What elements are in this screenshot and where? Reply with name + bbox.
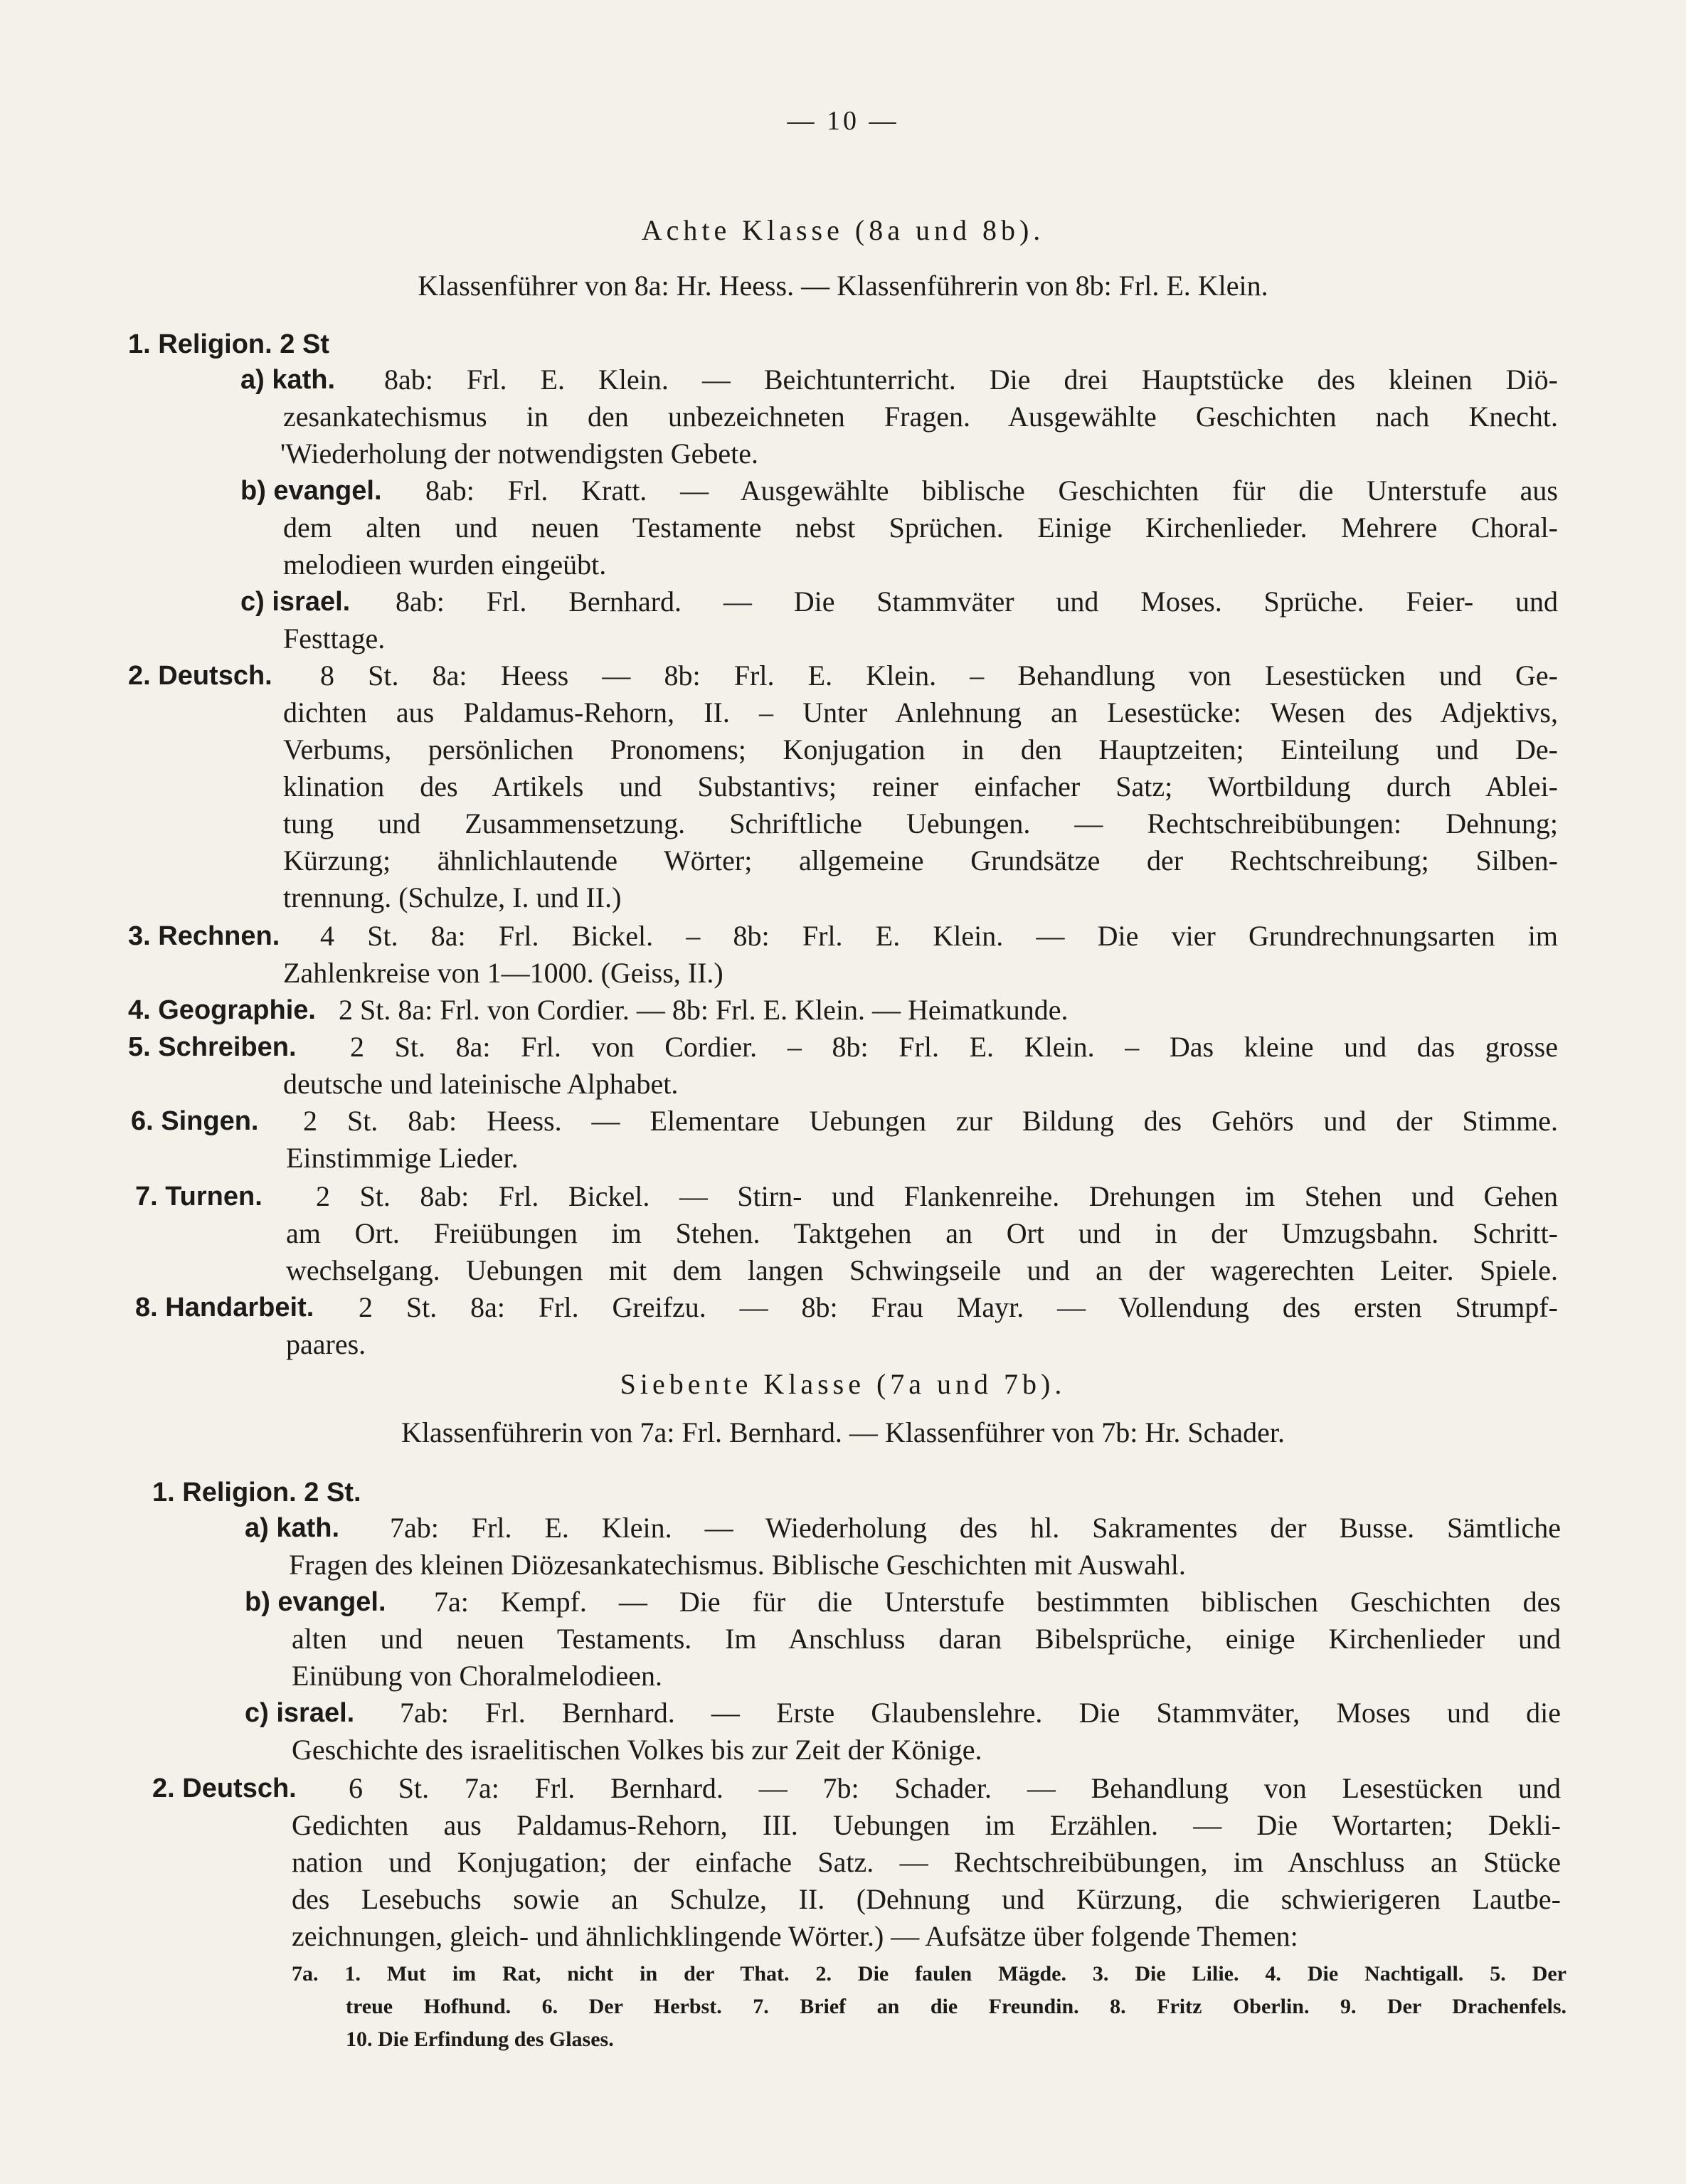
schreiben-text-8-l1: 2 St. 8a: Frl. von Cordier. – 8b: Frl. E. Klein. – Das kleine und das grosse xyxy=(350,1031,1558,1063)
evang-label-8: b) evangel. xyxy=(240,476,382,506)
israel-label-8: c) israel. xyxy=(240,587,351,617)
deutsch-text-7-l2: Gedichten aus Paldamus-Rehorn, III. Uebungen im Erzählen. — Die Wortarten; Dekli- xyxy=(292,1809,1561,1841)
religion-heading-7: 1. Religion. 2 St. xyxy=(152,1478,361,1507)
section-title-8: Achte Klasse (8a und 8b). xyxy=(641,214,1045,246)
themes-line-2: treue Hofhund. 6. Der Herbst. 7. Brief an die Freundin. 8. Fritz Oberlin. 9. Der Drachenfels. xyxy=(346,1995,1566,2018)
evang-text-8-l2: dem alten und neuen Testamente nebst Sprüchen. Einige Kirchenlieder. Mehrere Choral- xyxy=(283,511,1558,544)
deutsch-label-7: 2. Deutsch. xyxy=(152,1774,297,1803)
deutsch-text-8-l4: klination des Artikels und Substantivs; reiner einfacher Satz; Wortbildung durch Ablei- xyxy=(283,770,1558,802)
evang-text-7-l1: 7a: Kempf. — Die für die Unterstufe bestimmten biblischen Geschichten des xyxy=(434,1586,1561,1618)
deutsch-text-7-l3: nation und Konjugation; der einfache Satz. — Rechtschreibübungen, im Anschluss an Stücke xyxy=(292,1846,1561,1878)
geo-text-8-l1: 2 St. 8a: Frl. von Cordier. — 8b: Frl. E. Klein. — Heimatkunde. xyxy=(339,994,1069,1026)
deutsch-text-8-l1: 8 St. 8a: Heess — 8b: Frl. E. Klein. – Behandlung von Lesestücken und Ge- xyxy=(320,659,1558,691)
section-title-7: Siebente Klasse (7a und 7b). xyxy=(620,1368,1066,1400)
themes-line-3: 10. Die Erfindung des Glases. xyxy=(346,2027,614,2051)
evang-text-7-l3: Einübung von Choralmelodieen. xyxy=(292,1660,663,1692)
page-number: — 10 — xyxy=(787,106,899,136)
deutsch-text-8-l7: trennung. (Schulze, I. und II.) xyxy=(283,881,622,913)
deutsch-text-8-l5: tung und Zusammensetzung. Schriftliche Uebungen. — Rechtschreibübungen: Dehnung; xyxy=(283,807,1558,839)
turnen-text-8-l2: am Ort. Freiübungen im Stehen. Taktgehen an Ort und in der Umzugsbahn. Schritt- xyxy=(286,1217,1558,1249)
deutsch-label-8: 2. Deutsch. xyxy=(128,661,272,691)
religion-heading-8: 1. Religion. 2 St xyxy=(128,329,329,359)
handarbeit-label-8: 8. Handarbeit. xyxy=(135,1293,314,1322)
evang-text-8-l3: melodieen wurden eingeübt. xyxy=(283,548,607,581)
deutsch-text-8-l6: Kürzung; ähnlichlautende Wörter; allgemeine Grundsätze der Rechtschreibung; Silben- xyxy=(283,844,1558,876)
rechnen-text-8-l2: Zahlenkreise von 1—1000. (Geiss, II.) xyxy=(283,957,723,989)
israel-text-8-l1: 8ab: Frl. Bernhard. — Die Stammväter und Moses. Sprüche. Feier- und xyxy=(396,585,1558,617)
kath-text-8-l2: zesankatechismus in den unbezeichneten Fragen. Ausgewählte Geschichten nach Knecht. xyxy=(283,401,1558,433)
israel-text-7-l1: 7ab: Frl. Bernhard. — Erste Glaubenslehre. Die Stammväter, Moses und die xyxy=(400,1697,1561,1729)
deutsch-text-7-l4: des Lesebuchs sowie an Schulze, II. (Dehnung und Kürzung, die schwierigeren Lautbe- xyxy=(292,1883,1561,1915)
israel-label-7: c) israel. xyxy=(245,1698,355,1728)
turnen-text-8-l1: 2 St. 8ab: Frl. Bickel. — Stirn- und Flankenreihe. Drehungen im Stehen und Gehen xyxy=(316,1180,1558,1212)
rechnen-text-8-l1: 4 St. 8a: Frl. Bickel. – 8b: Frl. E. Klein. — Die vier Grundrechnungsarten im xyxy=(320,920,1558,952)
singen-text-8-l2: Einstimmige Lieder. xyxy=(286,1142,519,1174)
evang-text-8-l1: 8ab: Frl. Kratt. — Ausgewählte biblische Geschichten für die Unterstufe aus xyxy=(425,475,1558,507)
geo-label-8: 4. Geographie. xyxy=(128,995,316,1025)
deutsch-text-8-l2: dichten aus Paldamus-Rehorn, II. – Unter Anlehnung an Lesestücke: Wesen des Adjektivs, xyxy=(283,696,1558,728)
israel-text-7-l2: Geschichte des israelitischen Volkes bis zur Zeit der Könige. xyxy=(292,1734,982,1766)
turnen-label-8: 7. Turnen. xyxy=(135,1182,263,1212)
kath-text-7-l2: Fragen des kleinen Diözesankatechismus. Biblische Geschichten mit Auswahl. xyxy=(289,1549,1186,1581)
deutsch-text-7-l1: 6 St. 7a: Frl. Bernhard. — 7b: Schader. — Behandlung von Lesestücken und xyxy=(349,1772,1561,1804)
schreiben-text-8-l2: deutsche und lateinische Alphabet. xyxy=(283,1068,679,1100)
singen-label-8: 6. Singen. xyxy=(131,1106,259,1136)
kath-label-7: a) kath. xyxy=(245,1513,340,1543)
israel-text-8-l2: Festtage. xyxy=(283,622,386,654)
handarbeit-text-8-l2: paares. xyxy=(286,1328,366,1360)
turnen-text-8-l3: wechselgang. Uebungen mit dem langen Schwingseile und an der wagerechten Leiter. Spiele. xyxy=(286,1254,1558,1286)
class-leaders-8: Klassenführer von 8a: Hr. Heess. — Klassenführerin von 8b: Frl. E. Klein. xyxy=(418,270,1268,302)
handarbeit-text-8-l1: 2 St. 8a: Frl. Greifzu. — 8b: Frau Mayr. — Vollendung des ersten Strumpf- xyxy=(359,1291,1558,1323)
deutsch-text-8-l3: Verbums, persönlichen Pronomens; Konjugation in den Hauptzeiten; Einteilung und De- xyxy=(283,733,1558,765)
schreiben-label-8: 5. Schreiben. xyxy=(128,1032,297,1062)
deutsch-text-7-l5: zeichnungen, gleich- und ähnlichklingende Wörter.) — Aufsätze über folgende Themen: xyxy=(292,1920,1298,1952)
rechnen-label-8: 3. Rechnen. xyxy=(128,921,280,951)
class-leaders-7: Klassenführerin von 7a: Frl. Bernhard. — Klassenführer von 7b: Hr. Schader. xyxy=(401,1416,1285,1448)
kath-text-8-l3: 'Wiederholung der notwendigsten Gebete. xyxy=(280,438,759,470)
singen-text-8-l1: 2 St. 8ab: Heess. — Elementare Uebungen zur Bildung des Gehörs und der Stimme. xyxy=(303,1105,1558,1137)
kath-label-8: a) kath. xyxy=(240,365,336,395)
themes-line-1: 7a. 1. Mut im Rat, nicht in der That. 2. Die faulen Mägde. 3. Die Lilie. 4. Die Nachtigall. 5. Der xyxy=(292,1962,1566,1986)
kath-text-7-l1: 7ab: Frl. E. Klein. — Wiederholung des hl. Sakramentes der Busse. Sämtliche xyxy=(390,1512,1561,1544)
kath-text-8-l1: 8ab: Frl. E. Klein. — Beichtunterricht. Die drei Hauptstücke des kleinen Diö- xyxy=(384,364,1558,396)
evang-text-7-l2: alten und neuen Testaments. Im Anschluss daran Bibelsprüche, einige Kirchenlieder und xyxy=(292,1623,1561,1655)
evang-label-7: b) evangel. xyxy=(245,1587,386,1617)
